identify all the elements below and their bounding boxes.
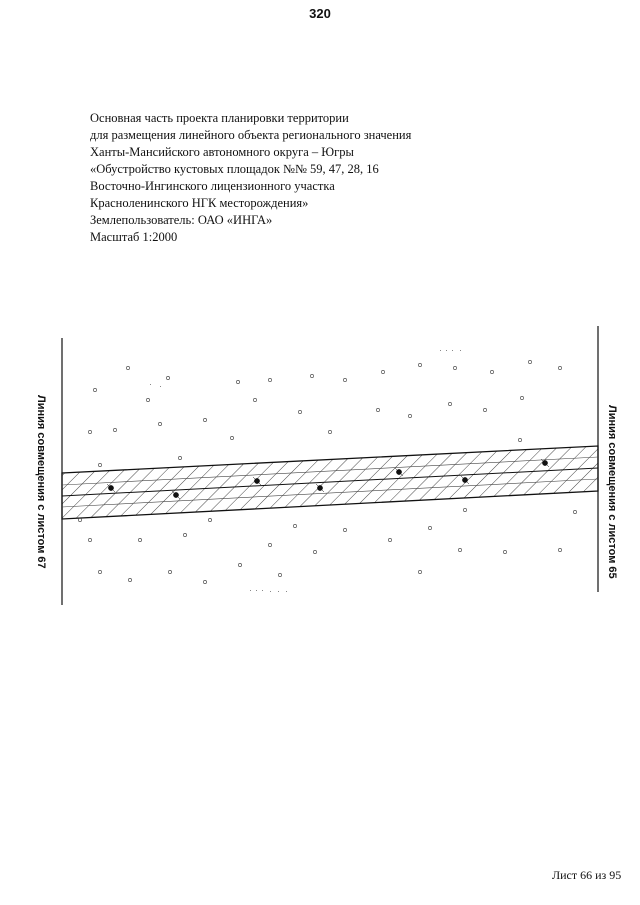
sheet-footer: Лист 66 из 95 bbox=[552, 868, 622, 882]
header-line: Основная часть проекта планировки территории bbox=[90, 111, 349, 125]
header-line: для размещения линейного объекта регионального значения bbox=[90, 128, 412, 142]
page-number: 320 bbox=[309, 6, 331, 21]
header-line: Красноленинского НГК месторождения» bbox=[90, 196, 309, 210]
header-line: Восточно-Ингинского лицензионного участка bbox=[90, 179, 335, 193]
header-line: Ханты-Мансийского автономного округа – Югры bbox=[90, 145, 354, 159]
header-line: «Обустройство кустовых площадок №№ 59, 47, 28, 16 bbox=[90, 162, 379, 176]
header-line: Землепользователь: ОАО «ИНГА» bbox=[90, 213, 273, 227]
header-line: Масштаб 1:2000 bbox=[90, 230, 178, 244]
left-match-label: Линия совмещения с листом 67 bbox=[35, 395, 47, 569]
right-match-label: Линия совмещения с листом 65 bbox=[606, 405, 618, 579]
